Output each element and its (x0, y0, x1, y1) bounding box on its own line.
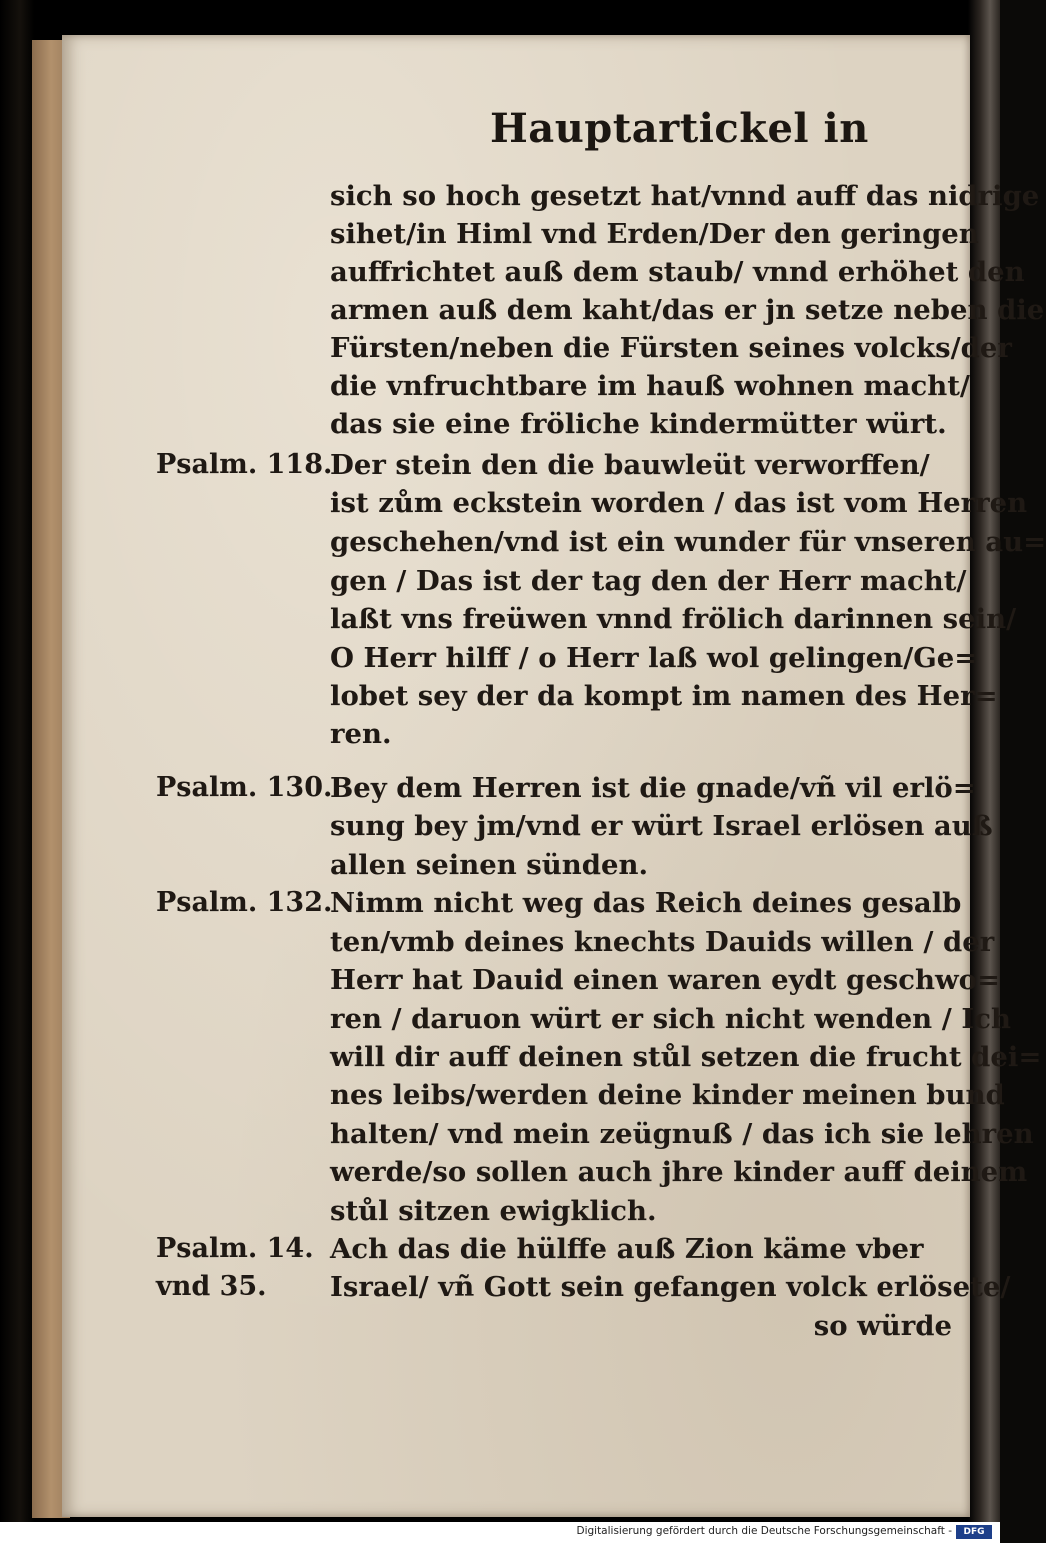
text-line: Israel/ vñ Gott sein gefangen volck erlösete/ (330, 1271, 1011, 1303)
text-line: die vnfruchtbare im hauß wohnen macht/ (330, 370, 970, 402)
text-line: Der stein den die bauwleüt verworffen/ (330, 449, 930, 481)
margin-note-psalm-132: Psalm. 132. (156, 887, 333, 918)
dfg-logo-icon: DFG (956, 1525, 992, 1539)
text-line: allen seinen sünden. (330, 849, 649, 881)
margin-note-psalm-35: vnd 35. (156, 1271, 267, 1302)
text-line: Nimm nicht weg das Reich deines gesalb (330, 887, 962, 919)
text-line: das sie eine fröliche kindermütter würt. (330, 408, 947, 440)
text-line: Fürsten/neben die Fürsten seines volcks/der (330, 332, 1012, 364)
text-line: O Herr hilff / o Herr laß wol gelingen/Ge= (330, 642, 978, 674)
catchword: so würde (813, 1310, 952, 1342)
text-line: werde/so sollen auch jhre kinder auff deinem (330, 1156, 1028, 1188)
margin-note-psalm-14: Psalm. 14. (156, 1233, 314, 1264)
text-line: lobet sey der da kompt im namen des Her= (330, 680, 998, 712)
text-line: ist zům eckstein worden / das ist vom Herren (330, 487, 1028, 519)
text-line: halten/ vnd mein zeügnuß / das ich sie lehren (330, 1118, 1034, 1150)
margin-note-psalm-130: Psalm. 130. (156, 772, 333, 803)
text-line: will dir auff deinen stůl setzen die frucht dei= (330, 1041, 1042, 1073)
text-line: ren / daruon würt er sich nicht wenden / Ich (330, 1003, 1011, 1035)
footer-credit: Digitalisierung gefördert durch die Deutsche Forschungsgemeinschaft - (576, 1525, 952, 1537)
text-line: sihet/in Himl vnd Erden/Der den geringen (330, 218, 979, 250)
running-head: Hauptartickel in (490, 105, 869, 152)
text-line: laßt vns freüwen vnnd frölich darinnen sein/ (330, 603, 1017, 635)
book-page (62, 35, 1046, 1517)
text-line: sung bey jm/vnd er würt Israel erlösen auß (330, 810, 993, 842)
margin-note-psalm-118: Psalm. 118. (156, 449, 333, 480)
text-line: nes leibs/werden deine kinder meinen bund (330, 1079, 1005, 1111)
text-line: ren. (330, 718, 392, 750)
text-line: gen / Das ist der tag den der Herr macht/ (330, 565, 967, 597)
text-line: Ach das die hülffe auß Zion käme vber (330, 1233, 924, 1265)
text-line: sich so hoch gesetzt hat/vnnd auff das nidrige (330, 180, 1040, 212)
text-line: Bey dem Herren ist die gnade/vñ vil erlö= (330, 772, 976, 804)
text-line: Herr hat Dauid einen waren eydt geschwo= (330, 964, 1001, 996)
text-line: armen auß dem kaht/das er jn setze neben die (330, 294, 1045, 326)
text-line: stůl sitzen ewigklich. (330, 1195, 657, 1227)
text-line: auffrichtet auß dem staub/ vnnd erhöhet den (330, 256, 1025, 288)
text-line: ten/vmb deines knechts Dauids willen / der (330, 926, 995, 958)
text-line: geschehen/vnd ist ein wunder für vnseren au= (330, 526, 1046, 558)
